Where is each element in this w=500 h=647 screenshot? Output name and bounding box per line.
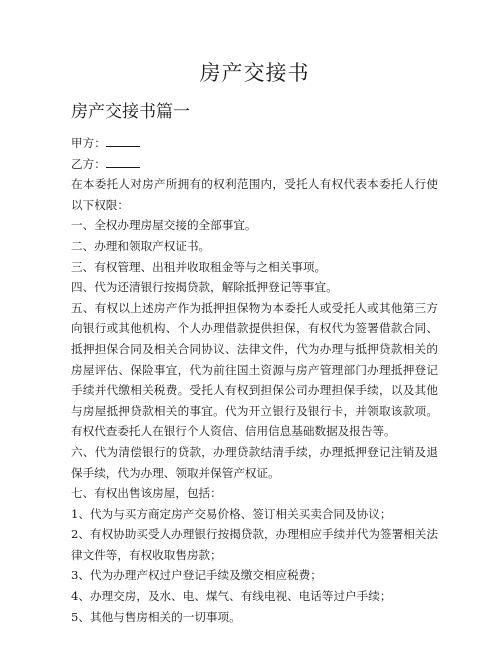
party-a-label: 甲方：	[71, 136, 106, 150]
paragraph-item-3: 三、有权管理、出租并收取租金等与之相关事项。	[71, 259, 327, 274]
paragraph-subitem-1: 1、代为与买方商定房产交易价格、签订相关买卖合同及协议；	[71, 506, 392, 521]
paragraph-item-1: 一、全权办理房屋交接的全部事宜。	[71, 218, 257, 233]
party-b-label: 乙方：	[71, 156, 106, 171]
paragraph-subitem-5: 5、其他与售房相关的一切事项。	[71, 609, 241, 624]
paragraph-item-2: 二、办理和领取产权证书。	[71, 238, 211, 253]
paragraph-item-4: 四、代为还清银行按揭贷款，解除抵押登记等事宜。	[71, 280, 338, 295]
document-title: 房产交接书	[199, 61, 310, 85]
party-a-line	[71, 133, 438, 154]
party-b-line	[71, 154, 438, 175]
section-title: 房产交接书篇一	[71, 102, 190, 122]
paragraph-item-7: 七、有权出售该房屋，包括：	[71, 486, 222, 501]
paragraph-subitem-4: 4、办理交房，及水、电、煤气、有线电视、电话等过户手续；	[71, 589, 392, 604]
party-a-blank	[106, 136, 140, 147]
paragraph-intro: 在本委托人对房产所拥有的权利范围内，受托人有权代表本委托人行使以下权限：	[71, 177, 438, 212]
paragraph-subitem-3: 3、代为办理产权过户登记手续及缴交相应税费；	[71, 568, 322, 583]
party-b-blank	[106, 157, 140, 168]
paragraph-item-6: 六、代为清偿银行的贷款，办理贷款结清手续，办理抵押登记注销及退保手续，代为办理、领取并保管产权证。	[71, 444, 438, 480]
paragraph-item-5: 五、有权以上述房产作为抵押担保物为本委托人或受托人或其他第三方向银行或其他机构、个人办理借款提供担保，有权代为签署借款合同、抵押担保合同及相关合同协议、法律文件，代为办理与抵押贷款相关的房屋评估、保险事宜，代为前往国土资源与房产管理部门办理抵押登记手续并代缴相关税费。受托人有权到担保公司办理担保手续，以及其他与房屋抵押贷款相关的事宜。代为开立银行及银行卡，并领取该款项。有权代查委托人在银行个人资信、信用信息基础数据及报告等。	[71, 300, 438, 439]
paragraph-subitem-2: 2、有权协助买受人办理银行按揭贷款，办理相应手续并代为签署相关法律文件等，有权收取售房款；	[71, 527, 438, 562]
